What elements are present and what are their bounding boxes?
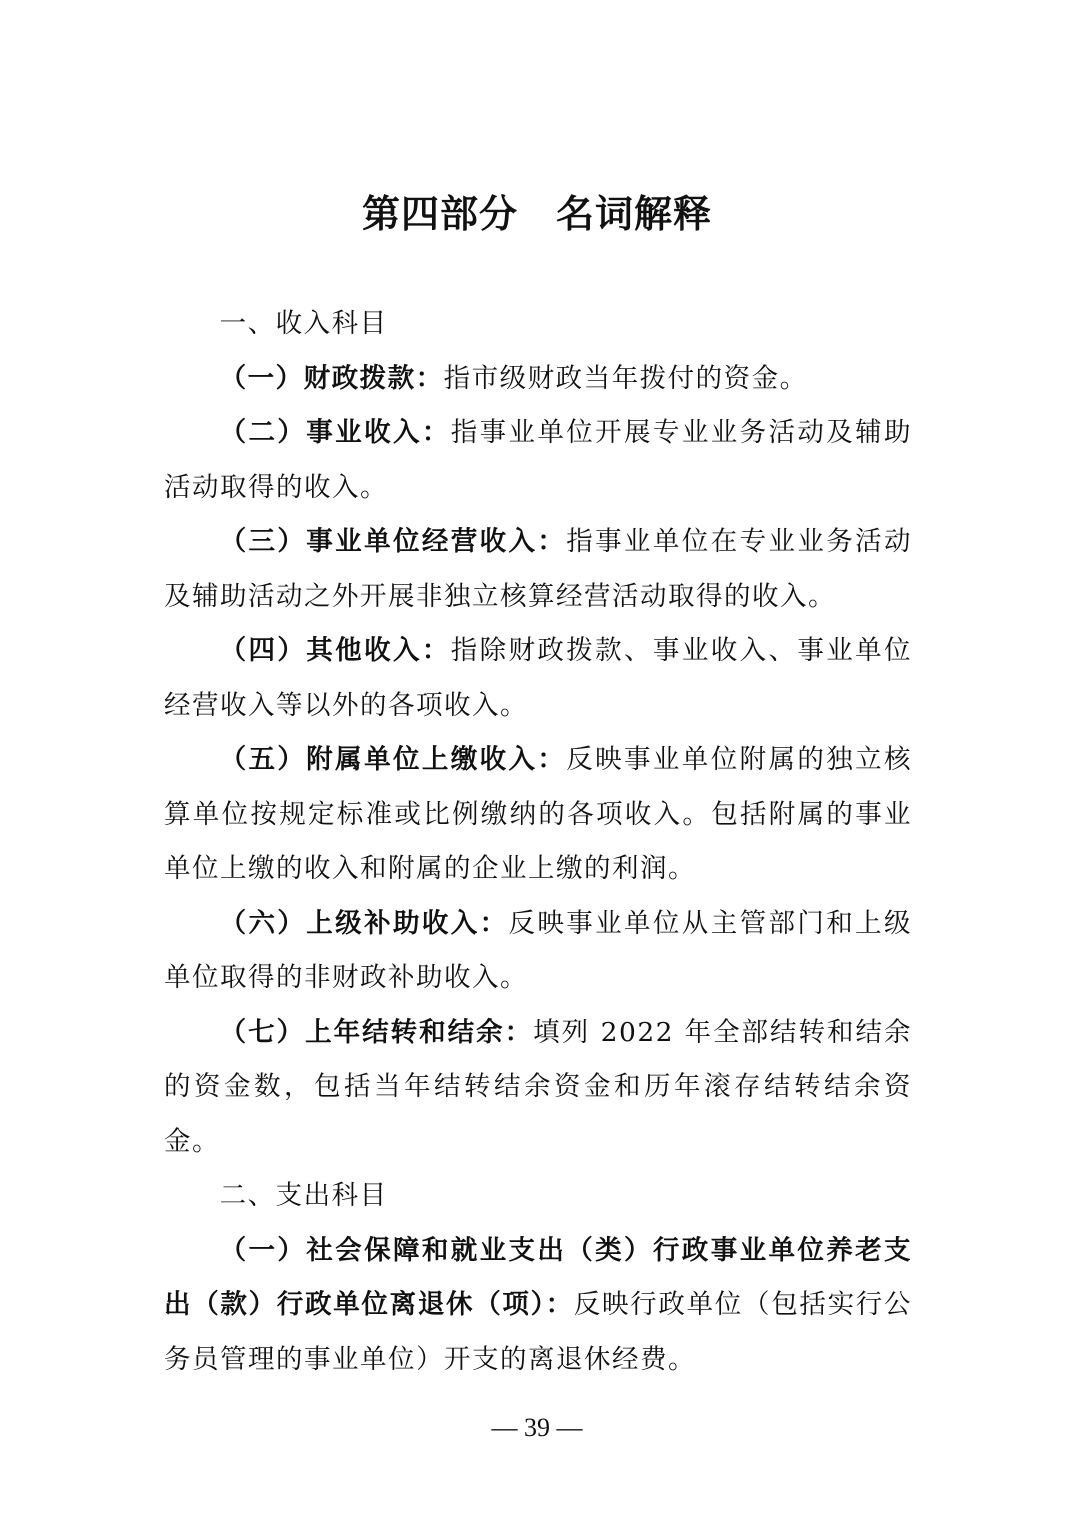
definition-term: （五）附属单位上缴收入：: [219, 744, 567, 775]
definition-term: （四）其他收入：: [219, 635, 451, 666]
definition-text: 指市级财政当年拨付的资金。: [443, 362, 808, 394]
definition-item: [164, 515, 912, 624]
section-heading-expenditure: 二、支出科目: [219, 1180, 388, 1211]
definition-text: 指事业单位在专业业务活动及辅助活动之外开展非独立核算经营活动取得的收入。: [164, 526, 913, 612]
definition-text: 反映行政单位（包括实行公务员管理的事业单位）开支的离退休经费。: [164, 1289, 913, 1375]
definition-item: [164, 897, 912, 1006]
section-heading-income: 一、收入科目: [219, 308, 388, 339]
definition-text: 填列 2022 年全部结转和结余的资金数，包括当年结转结余资金和历年滚存结转结余资金。: [164, 1016, 912, 1157]
definition-text: 反映事业单位附属的独立核算单位按规定标准或比例缴纳的各项收入。包括附属的事业单位上缴的收入和附属的企业上缴的利润。: [164, 744, 913, 884]
definition-item: [164, 1224, 912, 1388]
definition-term: （一）财政拨款：: [219, 362, 444, 394]
document-body: [164, 297, 912, 1387]
title-name: 名词解释: [556, 192, 713, 236]
title-part: 第四部分: [361, 192, 518, 236]
definition-item: [164, 733, 912, 897]
definition-item: [164, 1006, 912, 1170]
definition-text: 指事业单位开展专业业务活动及辅助活动取得的收入。: [164, 417, 913, 503]
definition-item: [164, 406, 912, 515]
definition-term: （二）事业收入：: [219, 417, 451, 448]
definition-text: 指除财政拨款、事业收入、事业单位经营收入等以外的各项收入。: [164, 635, 913, 721]
definition-term: （六）上级补助收入：: [219, 907, 509, 939]
definition-text: 反映事业单位从主管部门和上级单位取得的非财政补助收入。: [164, 907, 913, 993]
definition-item: [164, 352, 912, 407]
definition-item: [164, 624, 912, 733]
definition-term: （七）上年结转和结余：: [219, 1016, 534, 1048]
page-title: [0, 188, 1074, 240]
page-number: — 39 —: [491, 1413, 583, 1442]
definition-term: （一）社会保障和就业支出（类）行政事业单位养老支出（款）行政单位离退休（项）：: [164, 1234, 912, 1320]
definition-term: （三）事业单位经营收入：: [219, 526, 567, 557]
